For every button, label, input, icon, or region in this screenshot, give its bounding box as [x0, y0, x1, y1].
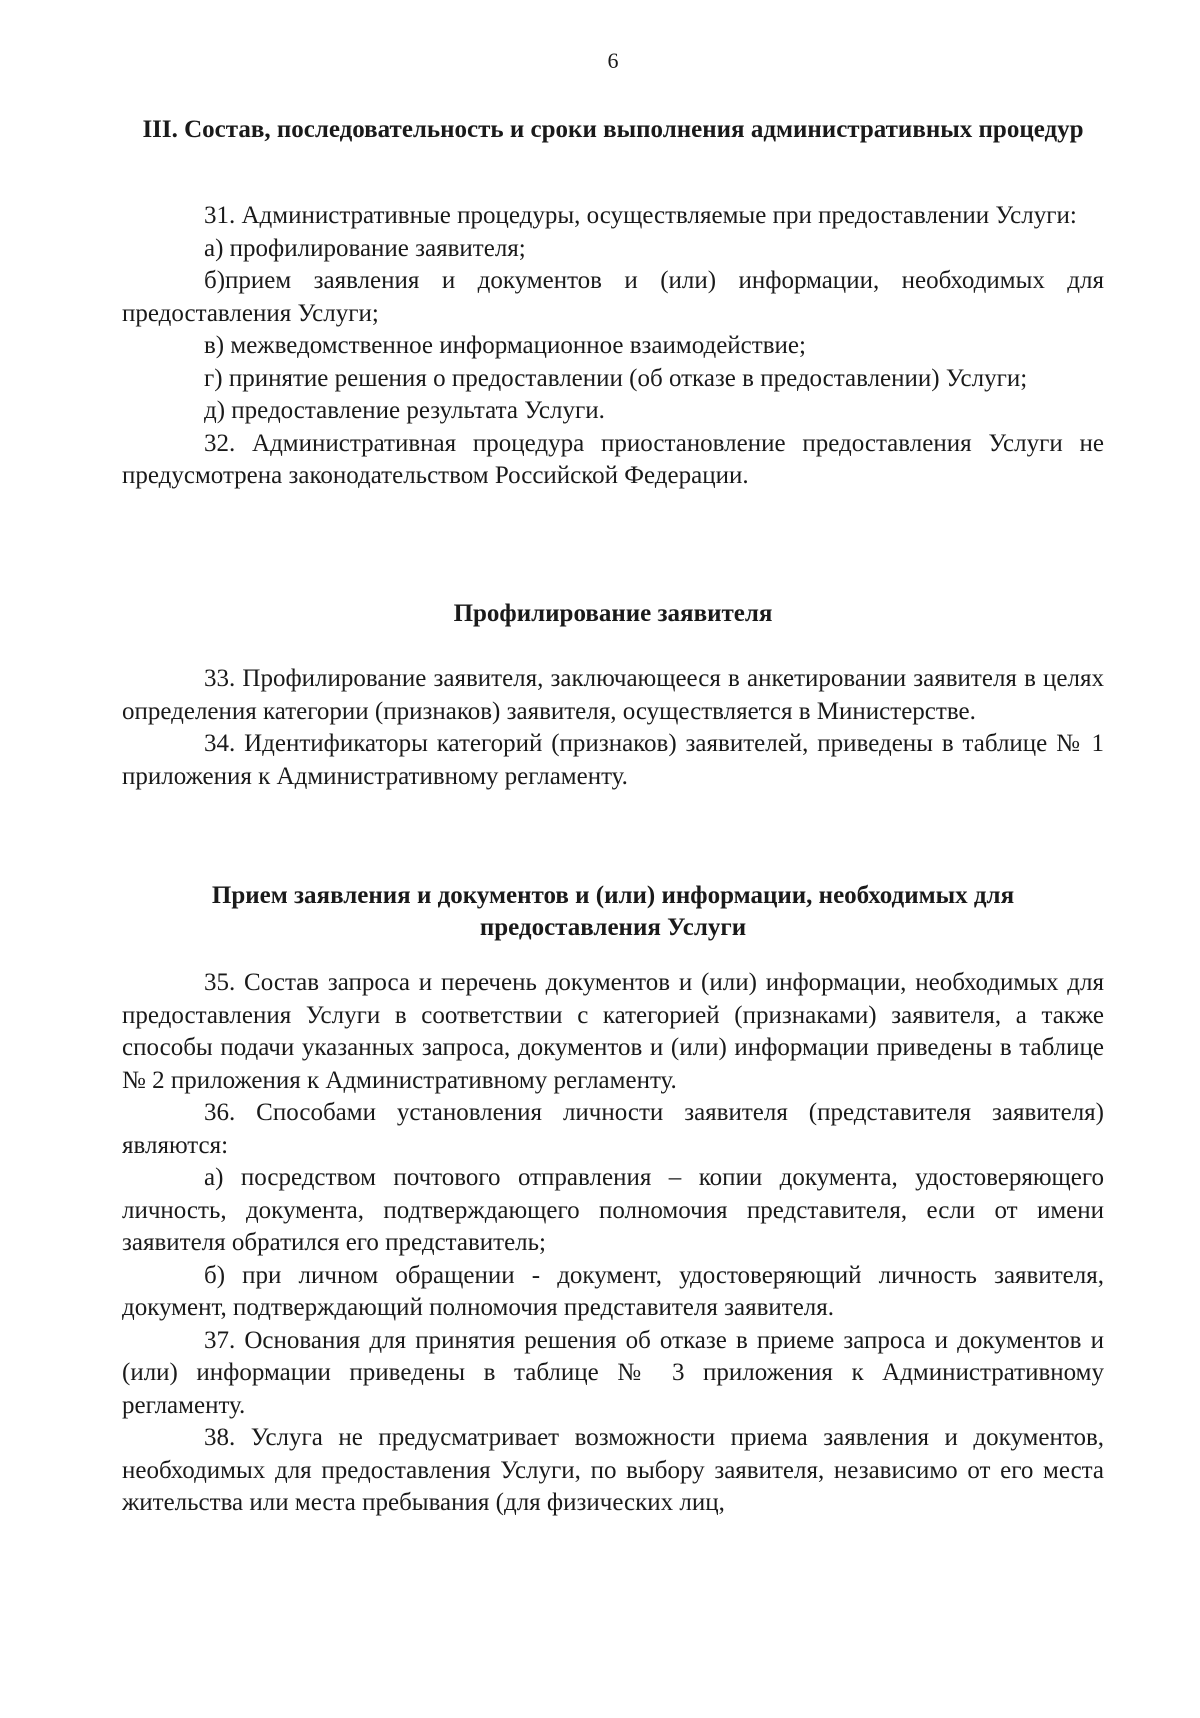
paragraph-33: 33. Профилирование заявителя, заключающееся в анкетировании заявителя в целях определения категории (признаков) заявителя, осуществляется в Министерстве.: [122, 665, 1104, 725]
reception-heading: Прием заявления и документов и (или) информации, необходимых для предоставления Услуги: [211, 882, 1015, 941]
paragraph-31-g: г) принятие решения о предоставлении (об отказе в предоставлении) Услуги;: [204, 364, 1028, 392]
procedures-list-block: [122, 200, 1104, 493]
paragraph-36-a: а) посредством почтового отправления – копии документа, удостоверяющего личность, документа, подтверждающего полномочия представителя, если от имени заявителя обратился его представитель;: [122, 1164, 1104, 1256]
paragraph-31-a: а) профилирование заявителя;: [204, 234, 526, 262]
paragraph-38: 38. Услуга не предусматривает возможности приема заявления и документов, необходимых для предоставления Услуги, по выбору заявителя, независимо от его места жительства или места пребывания (для физических лиц,: [122, 1424, 1104, 1516]
paragraph-36: 36. Способами установления личности заявителя (представителя заявителя) являются:: [122, 1099, 1104, 1159]
paragraph-31-v: в) межведомственное информационное взаимодействие;: [204, 332, 806, 359]
page-number: 6: [607, 48, 619, 73]
paragraph-36-b: б) при личном обращении - документ, удостоверяющий личность заявителя, документ, подтверждающий полномочия представителя заявителя.: [122, 1261, 1104, 1321]
paragraph-37: 37. Основания для принятия решения об отказе в приеме запроса и документов и (или) информации приведены в таблице № 3 приложения к Административному регламенту.: [122, 1326, 1104, 1419]
profiling-heading: Профилирование заявителя: [453, 600, 773, 627]
profiling-block: [122, 663, 1104, 793]
paragraph-35: 35. Состав запроса и перечень документов и (или) информации, необходимых для предоставления Услуги в соответствии с категорией (признаками) заявителя, а также способы подачи указанных запроса, документов и (или) информации приведены в таблице № 2 приложения к Административному регламенту.: [122, 969, 1104, 1094]
paragraph-34: 34. Идентификаторы категорий (признаков) заявителей, приведены в таблице № 1 приложения к Административному регламенту.: [122, 730, 1104, 790]
paragraph-31-d: д) предоставление результата Услуги.: [204, 397, 605, 424]
paragraph-31-b: б)прием заявления и документов и (или) информации, необходимых для предоставления Услуги;: [122, 267, 1104, 327]
paragraph-31: 31. Административные процедуры, осуществляемые при предоставлении Услуги:: [204, 202, 1077, 229]
section-3-heading: III. Состав, последовательность и сроки выполнения административных процедур: [142, 116, 1084, 143]
paragraph-32: 32. Административная процедура приостановление предоставления Услуги не предусмотрена законодательством Российской Федерации.: [122, 429, 1104, 489]
reception-block: [122, 967, 1104, 1520]
